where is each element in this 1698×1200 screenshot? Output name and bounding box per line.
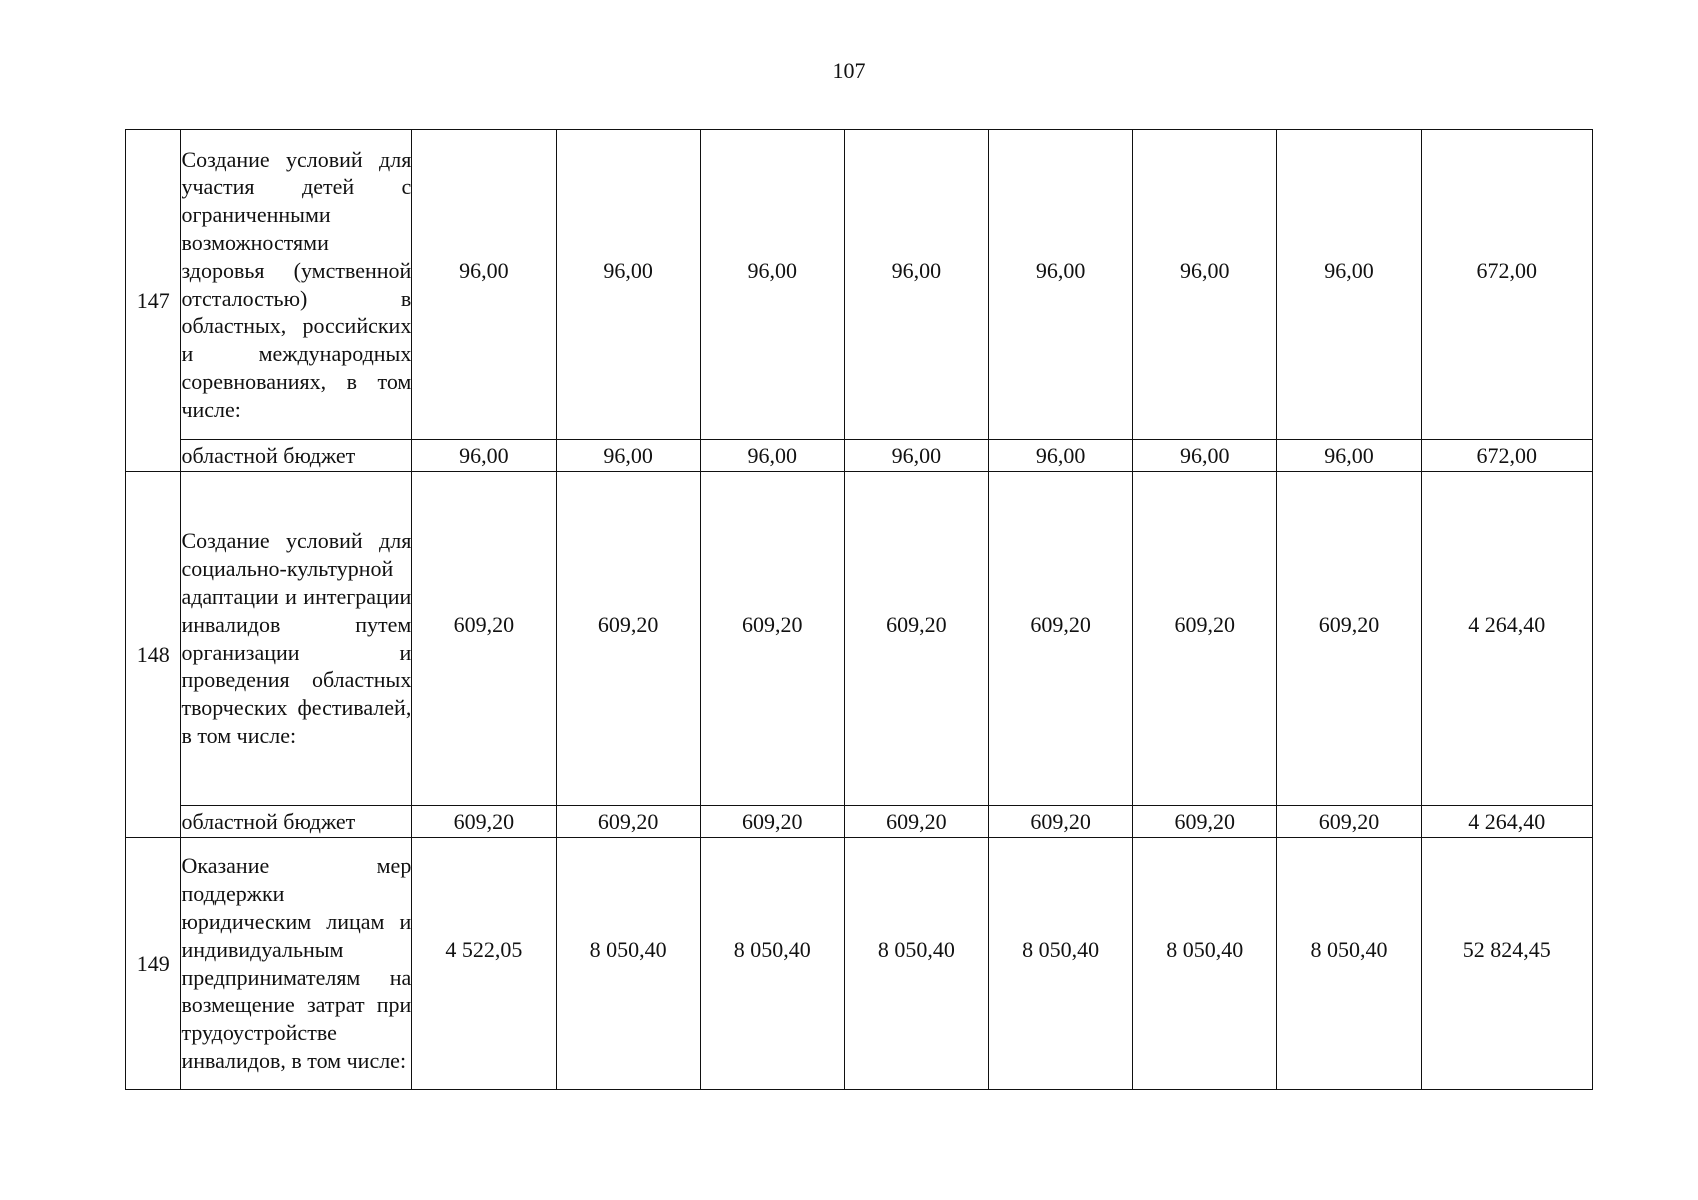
value-cell: 96,00 [1133, 440, 1277, 472]
value-cell: 609,20 [844, 806, 988, 838]
value-cell: 609,20 [700, 806, 844, 838]
row-number: 148 [126, 472, 181, 838]
table-subrow [126, 806, 1593, 838]
value-cell: 8 050,40 [556, 838, 700, 1090]
value-cell: 609,20 [989, 472, 1133, 806]
value-cell: 609,20 [412, 472, 556, 806]
value-cell: 609,20 [556, 806, 700, 838]
value-cell: 609,20 [1277, 806, 1421, 838]
value-cell: 96,00 [844, 130, 988, 440]
value-cell: 96,00 [412, 440, 556, 472]
value-cell: 96,00 [700, 130, 844, 440]
table-row [126, 838, 1593, 1090]
row-description: Оказание мер поддержки юридическим лицам и индивидуальным предпринимателям на возмещение затрат при трудоустройстве инвалидов, в том числе: [181, 838, 412, 1090]
total-cell: 4 264,40 [1421, 806, 1592, 838]
value-cell: 609,20 [1133, 806, 1277, 838]
row-number: 147 [126, 130, 181, 472]
row-number: 149 [126, 838, 181, 1090]
table-row [126, 130, 1593, 440]
value-cell: 609,20 [844, 472, 988, 806]
value-cell: 609,20 [1133, 472, 1277, 806]
value-cell: 8 050,40 [989, 838, 1133, 1090]
value-cell: 96,00 [989, 440, 1133, 472]
value-cell: 96,00 [700, 440, 844, 472]
value-cell: 96,00 [1277, 130, 1421, 440]
value-cell: 609,20 [700, 472, 844, 806]
value-cell: 4 522,05 [412, 838, 556, 1090]
total-cell: 4 264,40 [1421, 472, 1592, 806]
page-number: 107 [832, 58, 866, 83]
value-cell: 8 050,40 [1133, 838, 1277, 1090]
value-cell: 96,00 [556, 440, 700, 472]
value-cell: 96,00 [556, 130, 700, 440]
value-cell: 8 050,40 [1277, 838, 1421, 1090]
row-description: Создание условий для социально-культурной адаптации и интеграции инвалидов путем организации и проведения областных творческих фестивалей, в том числе: [181, 472, 412, 806]
sub-label: областной бюджет [181, 806, 412, 838]
total-cell: 672,00 [1421, 440, 1592, 472]
value-cell: 96,00 [844, 440, 988, 472]
value-cell: 609,20 [412, 806, 556, 838]
value-cell: 96,00 [1133, 130, 1277, 440]
value-cell: 96,00 [989, 130, 1133, 440]
value-cell: 609,20 [989, 806, 1133, 838]
value-cell: 8 050,40 [844, 838, 988, 1090]
value-cell: 96,00 [412, 130, 556, 440]
budget-table [125, 129, 1593, 1090]
value-cell: 8 050,40 [700, 838, 844, 1090]
table-subrow [126, 440, 1593, 472]
total-cell: 672,00 [1421, 130, 1592, 440]
total-cell: 52 824,45 [1421, 838, 1592, 1090]
sub-label: областной бюджет [181, 440, 412, 472]
value-cell: 609,20 [1277, 472, 1421, 806]
value-cell: 96,00 [1277, 440, 1421, 472]
row-description: Создание условий для участия детей с ограниченными возможностями здоровья (умственной отсталостью) в областных, российских и международных соревнованиях, в том числе: [181, 130, 412, 440]
table-row [126, 472, 1593, 806]
value-cell: 609,20 [556, 472, 700, 806]
